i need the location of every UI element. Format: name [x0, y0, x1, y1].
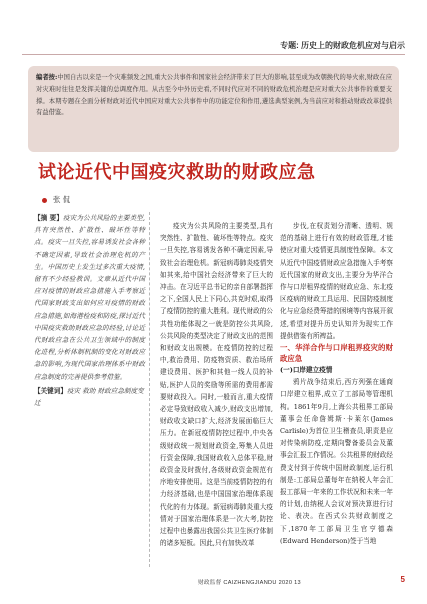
abstract-text: 疫灾为公共风险的主要类型,具有突然性、扩散性、破坏性等特点。疫灾一旦失控,容易诱发社会各种不确定因素,导致社会治理危机的产生。中国历史上发生过多次重大疫情,留有不少经验教训。文章从近代中国应对疫情的财政应急措施入手考察近代国家财政支出如何应对疫情的财政应急措施,如海港检疫和防疫,探讨近代中国疫灾救助财政应急的经验,讨论近代财政应急在公共卫生领域中的制度化进程,分析体制机制的变化对财政应急的影响,为现代国家治理体系中财政应急制度的完善提供参考借鉴。: [34, 214, 145, 381]
author-line: [42, 194, 70, 205]
section-heading: 一、华洋合作与口岸租界疫灾的财政应急: [280, 343, 393, 364]
column-divider: [149, 212, 150, 567]
editor-note: [36, 72, 392, 119]
header-divider: [22, 54, 405, 55]
page-number: 5: [400, 575, 405, 584]
journal-footer: 财政监督 CAIZHENGJIANDU 2020 13: [198, 580, 301, 586]
editor-note-text: 中国自古以来是一个灾难频发之国,重大公共事件和国家社会经济带来了巨大的影响,甚至成为改朝换代的导火索,财政在应对灾难时往往是发挥关键的总调度作用。从古至今中外历史看,不同时代应对不同的财政危机治理是应对重大公共事件的重要支撑。本期专题在全面分析财政对近代中国应对重大公共事件中的功能定位和作用,遴选典型案例,为当前应对和推动财政改革提供有益借鉴。: [36, 74, 392, 117]
keywords: [34, 385, 145, 409]
editor-note-label: 编者按:: [36, 74, 58, 81]
author-name: 张 侃: [53, 195, 71, 204]
article-title: 试论近代中国疫灾救助的财政应急: [38, 162, 316, 183]
keywords-label: 【关键词】: [34, 386, 67, 395]
abstract: [34, 212, 145, 383]
abstract-block: [34, 212, 145, 592]
body-column-3: [280, 220, 393, 547]
column-title: 专题: 历史上的财政危机应对与启示: [280, 41, 405, 50]
keywords-text: 疫灾 救助 财政应急制度变迁: [34, 386, 144, 408]
sub-heading: (一)口岸建立疫情: [280, 366, 333, 375]
bullet-dot-icon: [42, 198, 47, 203]
intro-paragraph: 步伐,在权责划分清晰、透明、规范的基础上进行有效的财政管理,才能使应对重大疫情更具制度性保障。本文从近代中国疫情财政应急措施入手考察近代国家的财政支出,主要分为华洋合作与口岸租界疫情的财政应急、东北疫区疫病的财政工具运用、民国防疫制度化与应急经费筹措的困境等内容展开叙述,希望对提升历史认知并为现实工作提供借鉴有所裨益。: [280, 222, 393, 340]
abstract-label: 【摘 要】: [34, 214, 63, 222]
body-column-2: 疫灾为公共风险的主要类型,具有突然性、扩散性、破坏性等特点。疫灾一旦失控,容易诱发各种不确定因素,导致社会治理危机。新冠病毒肺炎疫情突如其来,给中国社会经济带来了巨大的冲击。在习近平总书记的亲自部署指挥之下,全国人民上下同心,共克时艰,取得了疫情防控的重大胜利。现代财政的公共性功能体现之一就是防控公共风险,公共风险的类型决定了财政支出的范围和财政支出规模。在疫情防控的过程中,救治费用、防疫物资质、救治场所建设费用、医护和其他一线人员的补贴,医护人员的奖励等所需的费用都需要财政投入。同时,一般而言,重大疫情必定导致财政收入减少,财政支出增加,财政收支缺口扩大,经济发展面临巨大压力。在新冠疫情防控过程中,中央各级财政统一规划财政资金,筹集人员进行资金保障,我国财政收入总体平稳,财政资金及时拨付,各级财政资金规范有序地安排使用。这是当前疫情防控的有力经济基础,也是中国国家治理体系现代化的有力体现。新冠病毒肺炎重大疫情对于国家治理体系是一次大考,防控过程中也暴露出我国公共卫生医疗体制的诸多短板。因此,只有加快改革: [160, 222, 273, 548]
section-paragraph: 鸦片战争结束后,西方列强在通商口岸建立租界,成立了工部局等管理机构。1861年9月,上海公共租界工部局董事会任命詹姆斯·卡莱尔(James Carlisle)为首位卫生稽查员,职责是应对传染病防疫,定期向警备委员会及董事会汇报工作情况。公共租界的财政经费支付到于传统中国财政制度,运行机制是:工部局总董每年在纳税人年会汇报工部局一年来的工作状况和未来一年的计划,由纳税人会议对预决算进行讨论、表决。在西式公共财政制度之下,1870年工部局卫生官亨德森(Edward Henderson)签于当地: [280, 378, 393, 545]
